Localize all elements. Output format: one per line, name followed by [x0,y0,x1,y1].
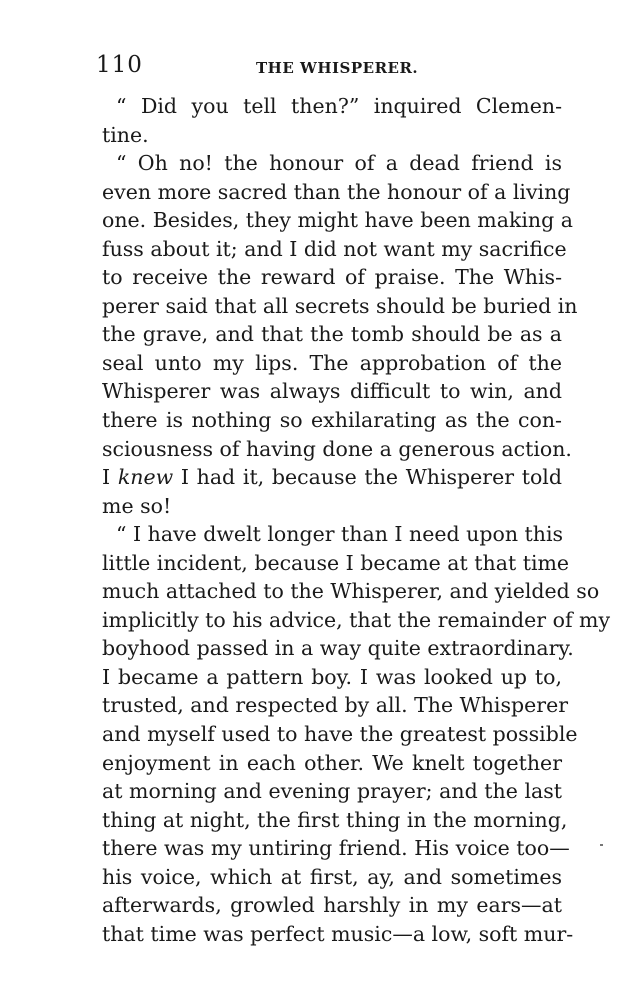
text-line [102,149,562,178]
text-line [102,349,562,378]
text-line-segment: I [102,465,118,490]
text-line [102,634,574,663]
text-line [102,178,571,207]
text-line [102,121,562,150]
body-text [102,92,611,948]
page-number: 110 [96,52,143,78]
text-line [102,920,574,949]
text-line-segment: sciousness of having done a generous action. [102,436,572,461]
text-line-segment: tine. [102,122,149,147]
text-line-segment: his voice, which at first, ay, and sometimes [102,864,562,889]
text-line [102,435,572,464]
text-line-segment: Whisperer was always difficult to win, and [102,379,562,404]
text-line [102,720,578,749]
text-line-segment: “ Oh no! the honour of a dead friend is [116,151,562,176]
text-line-segment: the grave, and that the tomb should be as a [102,322,562,347]
text-line-segment: seal unto my lips. The approbation of the [102,350,562,375]
text-line-segment: that time was perfect music—a low, soft mur- [102,921,574,946]
text-line-segment: and myself used to have the greatest possible [102,722,578,747]
text-line-segment: “ Did you tell then?” inquired Clemen- [116,94,562,118]
text-line [102,606,611,635]
text-line [102,891,562,920]
text-line-segment: enjoyment in each other. We knelt together [102,750,562,775]
running-head: THE WHISPERER. [256,59,419,77]
text-line [102,463,562,492]
text-line-segment: afterwards, growled harshly in my ears—at [102,893,562,918]
text-line [102,691,568,720]
text-line [102,777,562,806]
text-line-segment: implicitly to his advice, that the remainder of my [102,607,611,632]
emphasized-word: knew [117,465,174,490]
text-line-segment: there was my untiring friend. His voice too— [102,836,570,861]
text-line [102,235,567,264]
paper-speck [600,844,603,846]
text-line [102,320,562,349]
text-line-segment: there is nothing so exhilarating as the con- [102,408,562,433]
text-line [102,549,570,578]
text-line-segment: “ I have dwelt longer than I need upon this [116,522,564,547]
text-line-segment: one. Besides, they might have been making a [102,208,573,233]
text-line [102,577,600,606]
text-line [102,377,562,406]
text-line [102,406,562,435]
text-line [102,206,573,235]
text-line-segment: little incident, because I became at that time [102,550,570,575]
text-line [102,663,562,692]
text-line-segment: thing at night, the first thing in the morning, [102,807,568,832]
text-line [102,292,578,321]
page-header [96,52,566,82]
text-line [102,92,562,121]
text-line-segment: boyhood passed in a way quite extraordinary. [102,636,574,661]
text-line [102,863,562,892]
text-line-segment: fuss about it; and I did not want my sacrifice [102,236,567,261]
text-line-segment: much attached to the Whisperer, and yielded so [102,579,600,604]
text-line [102,492,562,521]
text-line-segment: perer said that all secrets should be buried in [102,293,578,318]
text-line [102,520,562,549]
text-line-segment: I had it, because the Whisperer told [173,465,562,490]
text-line [102,263,562,292]
text-line-segment: trusted, and respected by all. The Whisperer [102,693,568,718]
text-line [102,834,570,863]
text-line-segment: to receive the reward of praise. The Whis- [102,265,562,290]
text-line [102,806,568,835]
text-line [102,749,562,778]
text-line-segment: I became a pattern boy. I was looked up to, [102,664,562,689]
text-line-segment: at morning and evening prayer; and the last [102,779,562,804]
text-line-segment: even more sacred than the honour of a living [102,179,571,204]
text-line-segment: me so! [102,493,172,518]
